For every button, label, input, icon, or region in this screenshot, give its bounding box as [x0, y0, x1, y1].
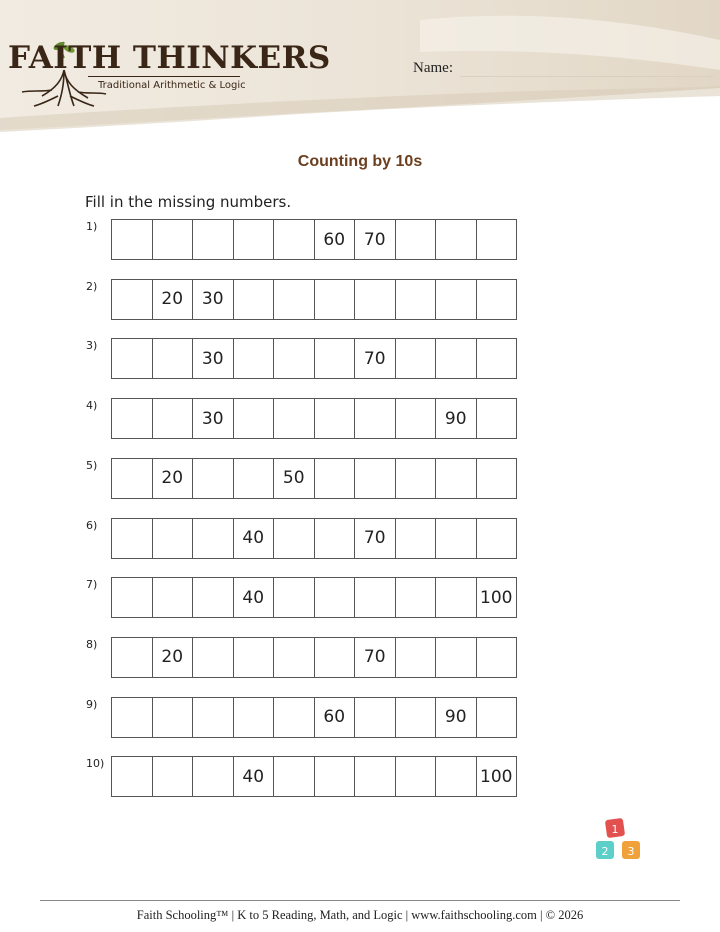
blank-answer-box[interactable] — [112, 458, 153, 499]
blank-answer-box[interactable] — [396, 458, 437, 499]
given-number-box: 60 — [315, 219, 356, 260]
blank-answer-box[interactable] — [193, 518, 234, 559]
blank-answer-box[interactable] — [396, 577, 437, 618]
problem-9 — [0, 697, 720, 739]
blank-answer-box[interactable] — [477, 458, 518, 499]
blank-answer-box[interactable] — [477, 219, 518, 260]
blank-answer-box[interactable] — [477, 338, 518, 379]
problem-8 — [0, 637, 720, 679]
blank-answer-box[interactable] — [112, 279, 153, 320]
answer-row — [111, 577, 517, 618]
blank-answer-box[interactable] — [153, 577, 194, 618]
logo-title: FAITH THINKERS — [8, 40, 331, 76]
answer-row — [111, 398, 517, 439]
problem-number: 9) — [86, 697, 98, 711]
blank-answer-box[interactable] — [315, 637, 356, 678]
problem-number: 4) — [86, 399, 98, 413]
given-number-box: 20 — [153, 279, 194, 320]
given-number-box: 70 — [355, 338, 396, 379]
blank-answer-box[interactable] — [315, 279, 356, 320]
name-field[interactable] — [460, 76, 714, 77]
answer-row — [111, 458, 517, 499]
blank-answer-box[interactable] — [355, 697, 396, 738]
blank-answer-box[interactable] — [193, 756, 234, 797]
blank-answer-box[interactable] — [112, 756, 153, 797]
problem-10 — [0, 756, 720, 798]
problem-number: 6) — [86, 518, 98, 532]
blank-answer-box[interactable] — [436, 518, 477, 559]
blank-answer-box[interactable] — [193, 577, 234, 618]
problem-3 — [0, 338, 720, 380]
blank-answer-box[interactable] — [274, 518, 315, 559]
blank-answer-box[interactable] — [355, 756, 396, 797]
blank-answer-box[interactable] — [436, 279, 477, 320]
blank-answer-box[interactable] — [315, 577, 356, 618]
blank-answer-box[interactable] — [396, 338, 437, 379]
blank-answer-box[interactable] — [153, 338, 194, 379]
blank-answer-box[interactable] — [153, 756, 194, 797]
given-number-box: 30 — [193, 279, 234, 320]
problem-number: 10) — [86, 757, 105, 771]
blank-answer-box[interactable] — [355, 279, 396, 320]
block-label-2: 2 — [601, 845, 609, 858]
blank-answer-box[interactable] — [436, 219, 477, 260]
answer-row — [111, 756, 517, 797]
blank-answer-box[interactable] — [477, 637, 518, 678]
given-number-box: 40 — [234, 577, 275, 618]
given-number-box: 70 — [355, 518, 396, 559]
blank-answer-box[interactable] — [112, 518, 153, 559]
given-number-box: 20 — [153, 637, 194, 678]
blank-answer-box[interactable] — [112, 637, 153, 678]
blank-answer-box[interactable] — [436, 458, 477, 499]
blank-answer-box[interactable] — [274, 338, 315, 379]
blank-answer-box[interactable] — [477, 279, 518, 320]
blank-answer-box[interactable] — [112, 577, 153, 618]
given-number-box: 90 — [436, 398, 477, 439]
logo-subtitle: Traditional Arithmetic & Logic — [98, 80, 246, 91]
problem-4 — [0, 398, 720, 440]
blank-answer-box[interactable] — [436, 577, 477, 618]
blank-answer-box[interactable] — [193, 697, 234, 738]
given-number-box: 40 — [234, 756, 275, 797]
given-number-box: 30 — [193, 338, 234, 379]
block-label-1: 1 — [611, 823, 619, 836]
blank-answer-box[interactable] — [396, 398, 437, 439]
blank-answer-box[interactable] — [274, 577, 315, 618]
blank-answer-box[interactable] — [355, 458, 396, 499]
given-number-box: 70 — [355, 637, 396, 678]
blank-answer-box[interactable] — [153, 518, 194, 559]
number-blocks-icon — [594, 817, 646, 861]
blank-answer-box[interactable] — [315, 458, 356, 499]
blank-answer-box[interactable] — [112, 338, 153, 379]
blank-answer-box[interactable] — [153, 398, 194, 439]
blank-answer-box[interactable] — [234, 338, 275, 379]
blank-answer-box[interactable] — [234, 279, 275, 320]
blank-answer-box[interactable] — [396, 518, 437, 559]
problem-number: 2) — [86, 279, 98, 293]
blank-answer-box[interactable] — [193, 637, 234, 678]
blank-answer-box[interactable] — [112, 398, 153, 439]
blank-answer-box[interactable] — [396, 756, 437, 797]
footer-text: Faith Schooling™ | K to 5 Reading, Math, and Logic | www.faithschooling.com | © 2026 — [136, 908, 584, 922]
blank-answer-box[interactable] — [274, 279, 315, 320]
logo-divider — [88, 76, 240, 77]
blank-answer-box[interactable] — [477, 398, 518, 439]
blank-answer-box[interactable] — [436, 756, 477, 797]
given-number-box: 100 — [477, 577, 518, 618]
problem-5 — [0, 458, 720, 500]
instruction-text: Fill in the missing numbers. — [85, 193, 292, 211]
blank-answer-box[interactable] — [193, 219, 234, 260]
given-number-box: 90 — [436, 697, 477, 738]
given-number-box: 70 — [355, 219, 396, 260]
blank-answer-box[interactable] — [396, 697, 437, 738]
blank-answer-box[interactable] — [477, 697, 518, 738]
block-label-3: 3 — [627, 845, 635, 858]
answer-row — [111, 338, 517, 379]
blank-answer-box[interactable] — [274, 756, 315, 797]
blank-answer-box[interactable] — [315, 756, 356, 797]
problem-number: 1) — [86, 220, 98, 233]
blank-answer-box[interactable] — [234, 697, 275, 738]
given-number-box: 60 — [315, 697, 356, 738]
blank-answer-box[interactable] — [396, 279, 437, 320]
answer-row — [111, 518, 517, 559]
blank-answer-box[interactable] — [355, 577, 396, 618]
given-number-box: 30 — [193, 398, 234, 439]
given-number-box: 40 — [234, 518, 275, 559]
blank-answer-box[interactable] — [315, 518, 356, 559]
blank-answer-box[interactable] — [234, 219, 275, 260]
problem-number: 3) — [86, 339, 98, 353]
blank-answer-box[interactable] — [234, 458, 275, 499]
name-label: Name: — [413, 60, 453, 76]
blank-answer-box[interactable] — [153, 219, 194, 260]
blank-answer-box[interactable] — [274, 398, 315, 439]
blank-answer-box[interactable] — [315, 338, 356, 379]
given-number-box: 50 — [274, 458, 315, 499]
blank-answer-box[interactable] — [274, 219, 315, 260]
answer-row — [111, 637, 517, 678]
blank-answer-box[interactable] — [274, 697, 315, 738]
answer-row — [111, 219, 517, 260]
problem-number: 8) — [86, 637, 98, 651]
blank-answer-box[interactable] — [193, 458, 234, 499]
problem-1 — [0, 219, 720, 261]
answer-row — [111, 697, 517, 738]
blank-answer-box[interactable] — [112, 219, 153, 260]
answer-row — [111, 279, 517, 320]
given-number-box: 20 — [153, 458, 194, 499]
problem-6 — [0, 518, 720, 560]
blank-answer-box[interactable] — [234, 637, 275, 678]
blank-answer-box[interactable] — [396, 219, 437, 260]
footer-divider — [40, 900, 680, 901]
given-number-box: 100 — [477, 756, 518, 797]
problem-number: 7) — [86, 578, 98, 592]
blank-answer-box[interactable] — [436, 338, 477, 379]
blank-answer-box[interactable] — [355, 398, 396, 439]
blank-answer-box[interactable] — [153, 697, 194, 738]
blank-answer-box[interactable] — [315, 398, 356, 439]
header-banner — [0, 0, 720, 135]
blank-answer-box[interactable] — [112, 697, 153, 738]
blank-answer-box[interactable] — [274, 637, 315, 678]
blank-answer-box[interactable] — [234, 398, 275, 439]
problem-number: 5) — [86, 458, 98, 472]
blank-answer-box[interactable] — [396, 637, 437, 678]
worksheet-title: Counting by 10s — [297, 153, 423, 170]
blank-answer-box[interactable] — [436, 637, 477, 678]
problem-2 — [0, 279, 720, 321]
problem-7 — [0, 577, 720, 619]
blank-answer-box[interactable] — [477, 518, 518, 559]
